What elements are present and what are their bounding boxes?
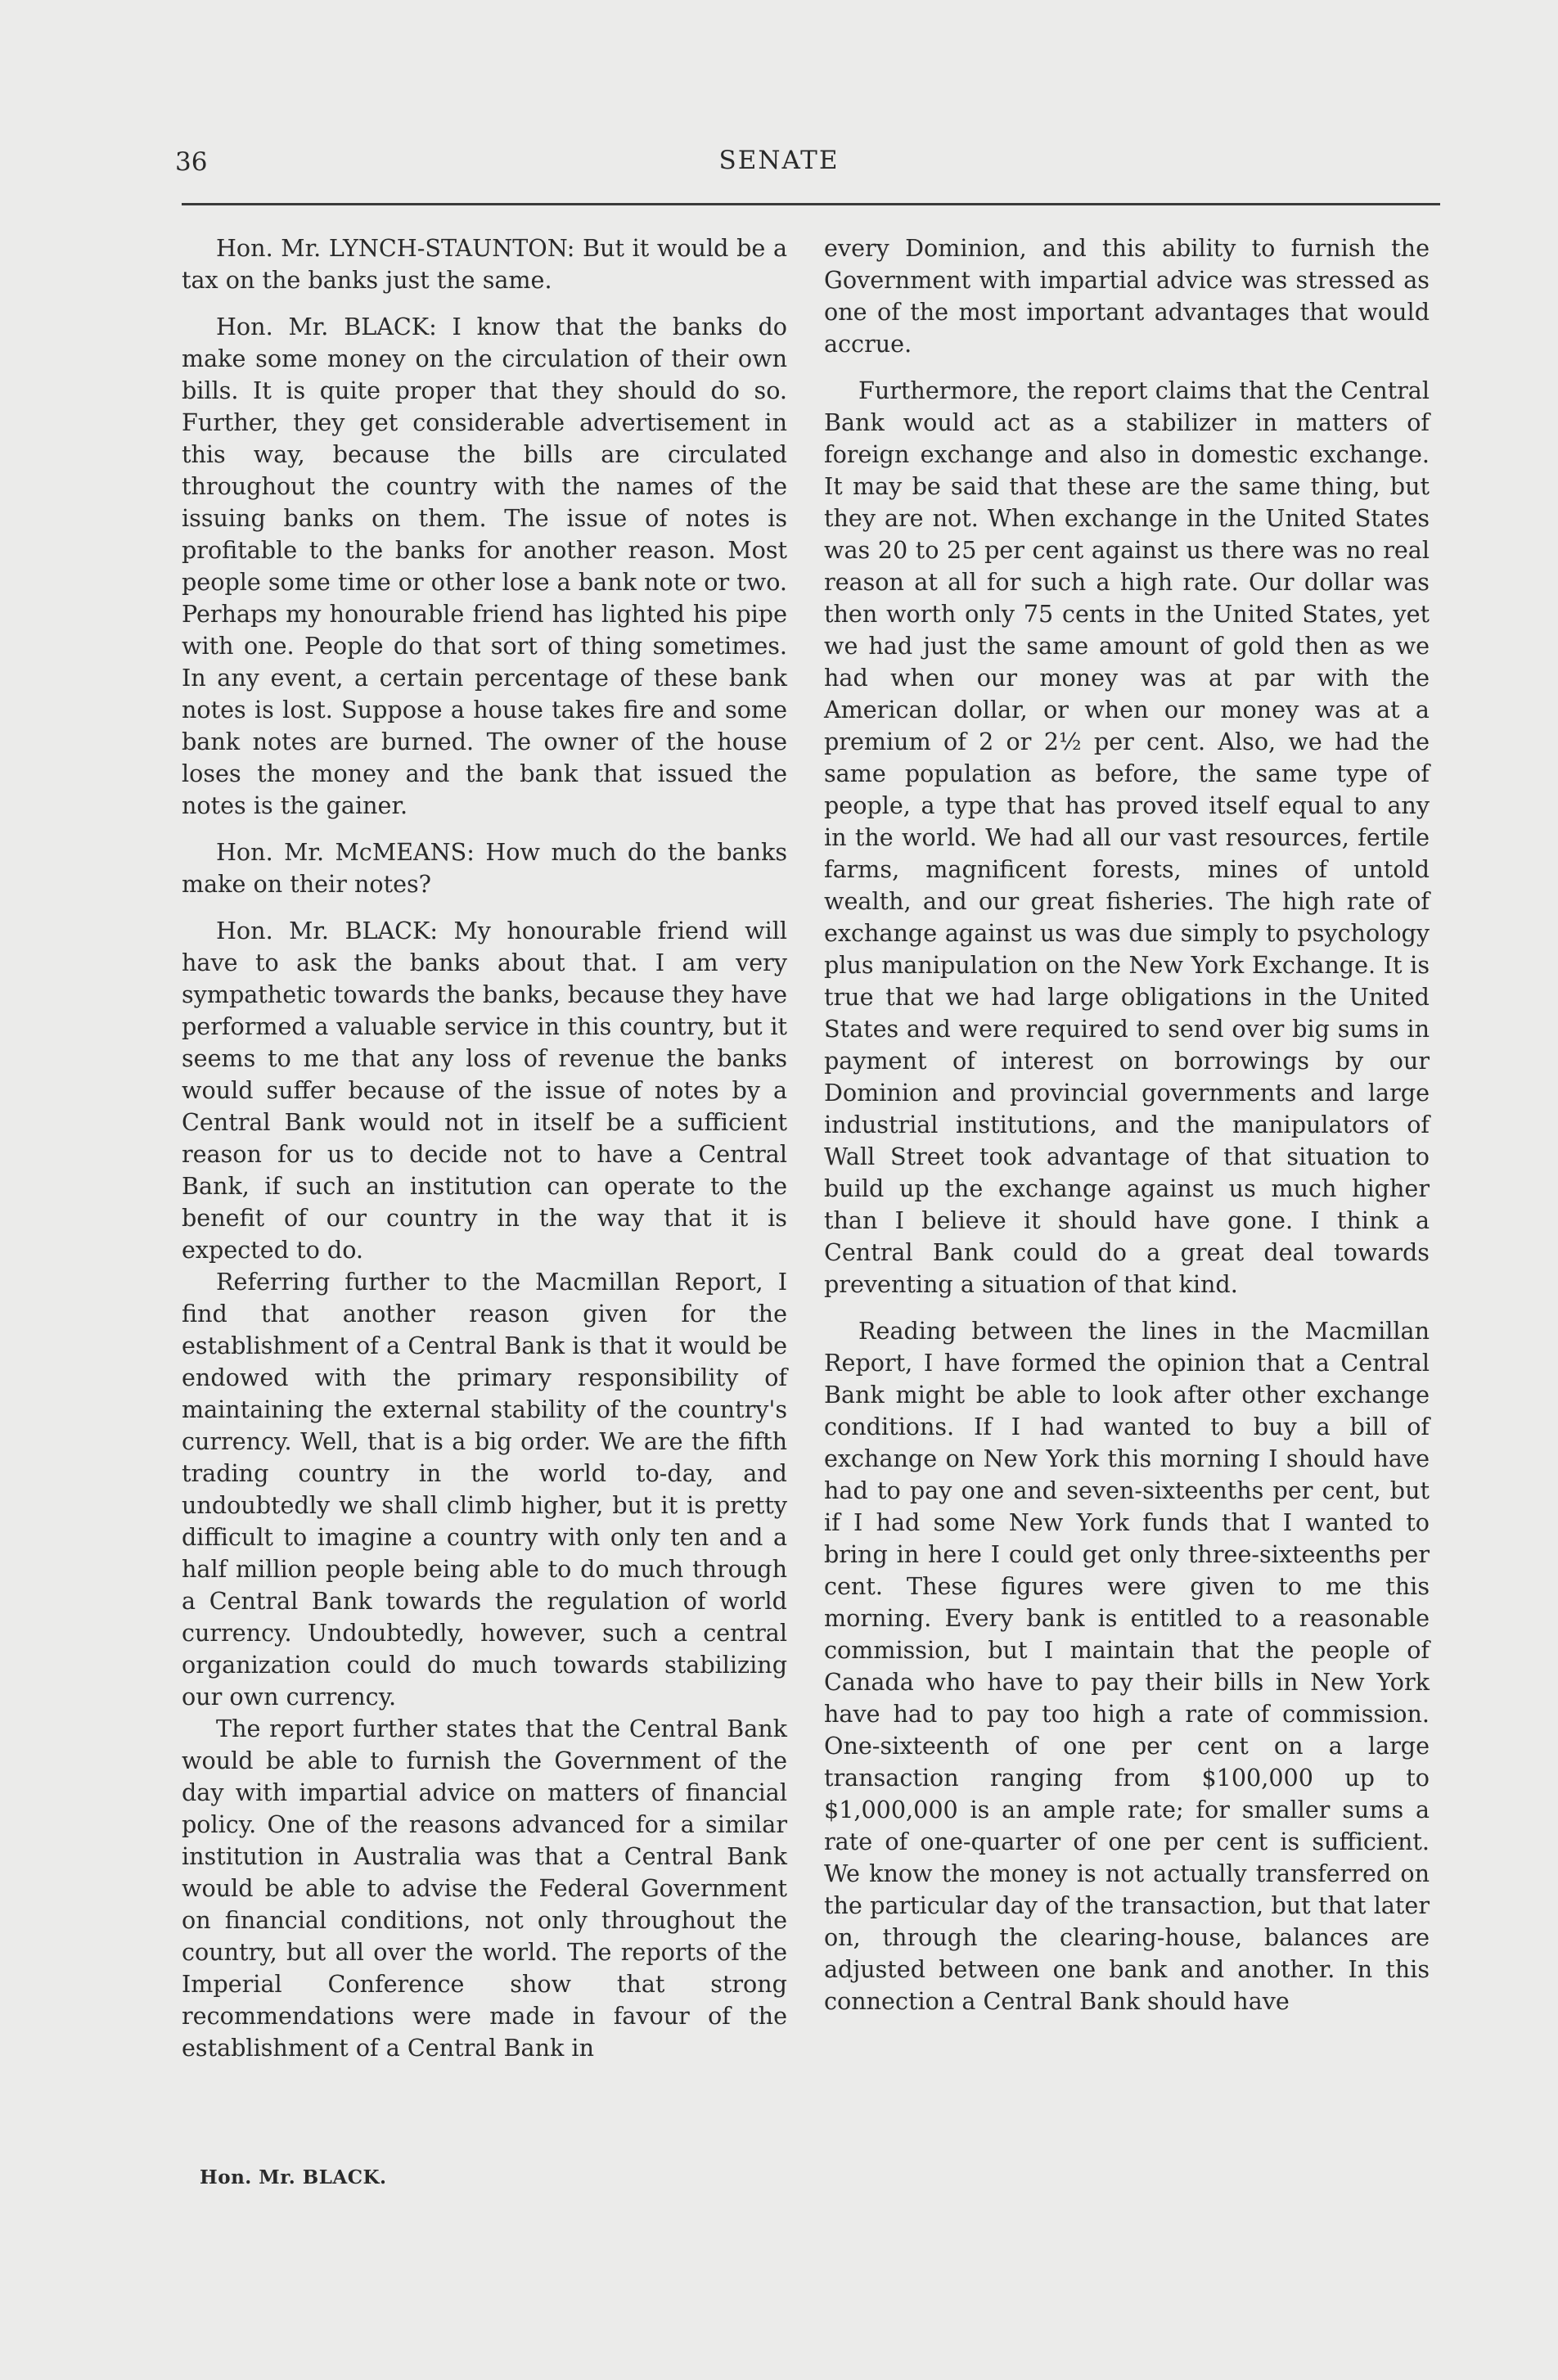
paragraph: every Dominion, and this ability to furnish the Government with impartial advice was stressed as one of the most important advantages that would accrue.: [824, 234, 1430, 358]
page-number: 36: [175, 147, 208, 177]
paragraph: Hon. Mr. BLACK: My honourable friend will have to ask the banks about that. I am very sympathetic towards the banks, because they have performed a valuable service in this country, but it seems to me that any loss of revenue the banks would suffer because of the issue of notes by a Central Bank would not in itself be a sufficient reason for us to decide not to have a Central Bank, if such an institution can operate to the benefit of our country in the way that it is expected to do.: [182, 917, 787, 1264]
paragraph: Hon. Mr. BLACK: I know that the banks do make some money on the circulation of their own bills. It is quite proper that they should do so. Further, they get considerable advertisement in this way, because the bills are circulated throughout the country with the names of the issuing banks on them. The issue of notes is profitable to the banks for another reason. Most people some time or other lose a bank note or two. Perhaps my honourable friend has lighted his pipe with one. People do that sort of thing sometimes. In any event, a certain percentage of these bank notes is lost. Suppose a house takes fire and some bank notes are burned. The owner of the house loses the money and the bank that issued the notes is the gainer.: [182, 313, 787, 819]
header-rule: [182, 203, 1440, 205]
paragraph: The report further states that the Central Bank would be able to furnish the Government of the day with impartial advice on matters of financial policy. One of the reasons advanced for a similar institution in Australia was that a Central Bank would be able to advise the Federal Government on financial conditions, not only throughout the country, but all over the world. The reports of the Imperial Conference show that strong recommendations were made in favour of the establishment of a Central Bank in: [182, 1715, 787, 2062]
paragraph: Furthermore, the report claims that the Central Bank would act as a stabilizer in matters of foreign exchange and also in domestic exchange. It may be said that these are the same thing, but they are not. When exchange in the United States was 20 to 25 per cent against us there was no real reason at all for such a high rate. Our dollar was then worth only 75 cents in the United States, yet we had just the same amount of gold then as we had when our money was at par with the American dollar, or when our money was at a premium of 2 or 2½ per cent. Also, we had the same population as before, the same type of people, a type that has proved itself equal to any in the world. We had all our vast resources, fertile farms, magnificent forests, mines of untold wealth, and our great fisheries. The high rate of exchange against us was due simply to psychology plus manipulation on the New York Exchange. It is true that we had large obligations in the United States and were required to send over big sums in payment of interest on borrowings by our Dominion and provincial governments and large industrial institutions, and the manipulators of Wall Street took advantage of that situation to build up the exchange against us much higher than I believe it should have gone. I think a Central Bank could do a great deal towards preventing a situation of that kind.: [824, 376, 1430, 1298]
footer-speaker: Hon. Mr. BLACK.: [200, 2166, 387, 2188]
running-head: SENATE: [718, 146, 840, 175]
left-column: [182, 232, 787, 2064]
right-column: [824, 232, 1430, 2017]
paragraph: Referring further to the Macmillan Report, I find that another reason given for the establishment of a Central Bank is that it would be endowed with the primary responsibility of maintaining the external stability of the country's currency. Well, that is a big order. We are the fifth trading country in the world to-day, and undoubtedly we shall climb higher, but it is pretty difficult to imagine a country with only ten and a half million people being able to do much through a Central Bank towards the regulation of world currency. Undoubtedly, however, such a central organization could do much towards stabilizing our own currency.: [182, 1268, 787, 1711]
paragraph: Hon. Mr. LYNCH-STAUNTON: But it would be a tax on the banks just the same.: [182, 234, 787, 294]
paragraph: Reading between the lines in the Macmillan Report, I have formed the opinion that a Central Bank might be able to look after other exchange conditions. If I had wanted to buy a bill of exchange on New York this morning I should have had to pay one and seven-sixteenths per cent, but if I had some New York funds that I wanted to bring in here I could get only three-sixteenths per cent. These figures were given to me this morning. Every bank is entitled to a reasonable commission, but I maintain that the people of Canada who have to pay their bills in New York have had to pay too high a rate of commission. One-sixteenth of one per cent on a large transaction ranging from $100,000 up to $1,000,000 is an ample rate; for smaller sums a rate of one-quarter of one per cent is sufficient. We know the money is not actually transferred on the particular day of the transaction, but that later on, through the clearing-house, balances are adjusted between one bank and another. In this connection a Central Bank should have: [824, 1317, 1430, 2015]
paragraph: Hon. Mr. McMEANS: How much do the banks make on their notes?: [182, 838, 787, 898]
